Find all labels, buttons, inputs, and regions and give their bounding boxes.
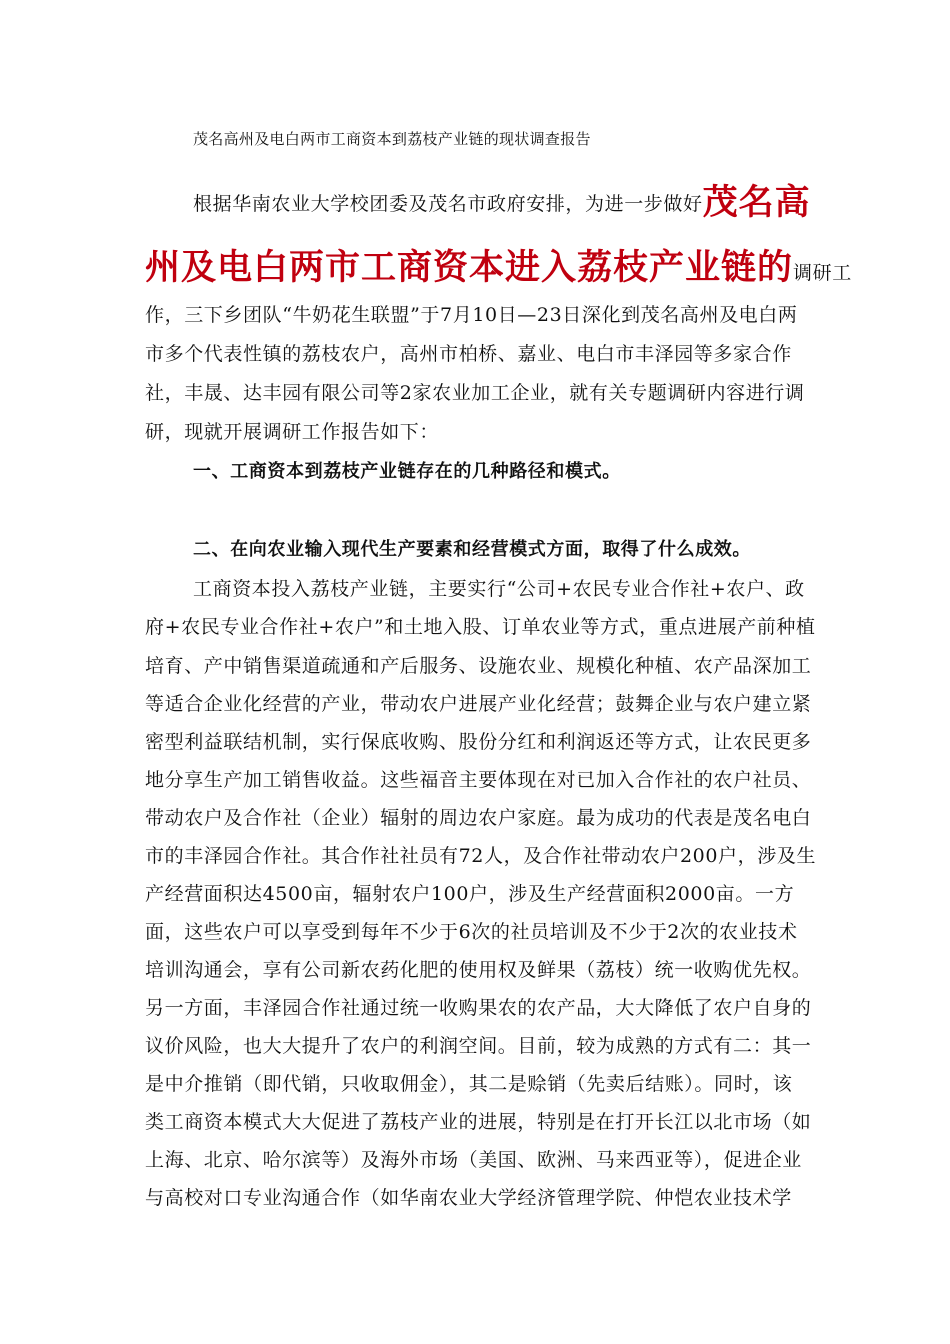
intro-line: 研，现就开展调研工作报告如下：	[145, 421, 440, 443]
body-line: 密型利益联结机制，实行保底收购、股份分红和利润返还等方式，让农民更多	[145, 731, 812, 753]
body-line: 培训沟通会，享有公司新农药化肥的使用权及鲜果（荔枝）统一收购优先权。	[145, 959, 812, 981]
intro-highlight-2: 州及电白两市工商资本进入荔枝产业链的	[145, 247, 794, 288]
body-line: 议价风险，也大大提升了农户的利润空间。目前，较为成熟的方式有二：其一	[145, 1035, 812, 1057]
body-line: 与高校对口专业沟通合作（如华南农业大学经济管理学院、仲恺农业技术学	[145, 1187, 792, 1209]
intro-highlight-1: 茂名高	[702, 182, 811, 223]
body-line: 是中介推销（即代销，只收取佣金），其二是赊销（先卖后结账）。同时，该	[145, 1073, 793, 1095]
body-line: 带动农户及合作社（企业）辐射的周边农户家庭。最为成功的代表是茂名电白	[145, 807, 812, 829]
intro-prefix: 根据华南农业大学校团委及茂名市政府安排，为进一步做好	[193, 193, 703, 215]
body-line: 府+农民专业合作社+农户”和土地入股、订单农业等方式，重点进展产前种植	[145, 616, 816, 638]
body-line: 地分享生产加工销售收益。这些福音主要体现在对已加入合作社的农户社员、	[145, 769, 812, 791]
section-heading-2: 二、在向农业输入现代生产要素和经营模式方面，取得了什么成效。	[193, 539, 751, 560]
body-line: 类工商资本模式大大促进了荔枝产业的进展，特别是在打开长江以北市场（如	[145, 1111, 812, 1133]
intro-line: 作，三下乡团队“牛奶花生联盟”于7月10日—23日深化到茂名高州及电白两	[145, 304, 798, 326]
section-heading-1: 一、工商资本到荔枝产业链存在的几种路径和模式。	[193, 461, 621, 482]
intro-line: 市多个代表性镇的荔枝农户，高州市柏桥、嘉业、电白市丰泽园等多家合作	[145, 343, 792, 365]
intro-suffix: 调研工	[793, 262, 852, 284]
body-line: 工商资本投入荔枝产业链，主要实行“公司+农民专业合作社+农户、政	[193, 578, 805, 600]
body-line: 市的丰泽园合作社。其合作社社员有72人，及合作社带动农户200户，涉及生	[145, 845, 817, 867]
body-line: 产经营面积达4500亩，辐射农户100户，涉及生产经营面积2000亩。一方	[145, 883, 795, 905]
body-line: 上海、北京、哈尔滨等）及海外市场（美国、欧洲、马来西亚等），促进企业	[145, 1149, 802, 1171]
document-title: 茂名高州及电白两市工商资本到荔枝产业链的现状调查报告	[193, 130, 591, 148]
intro-line-2	[145, 240, 852, 290]
body-line: 等适合企业化经营的产业，带动农户进展产业化经营；鼓舞企业与农户建立紧	[145, 693, 812, 715]
intro-line: 社，丰晟、达丰园有限公司等2家农业加工企业，就有关专题调研内容进行调	[145, 382, 805, 404]
intro-line-1	[193, 175, 811, 225]
body-line: 培育、产中销售渠道疏通和产后服务、设施农业、规模化种植、农产品深加工	[145, 655, 812, 677]
body-line: 面，这些农户可以享受到每年不少于6次的社员培训及不少于2次的农业技术	[145, 921, 798, 943]
body-line: 另一方面，丰泽园合作社通过统一收购果农的农产品，大大降低了农户自身的	[145, 997, 812, 1019]
